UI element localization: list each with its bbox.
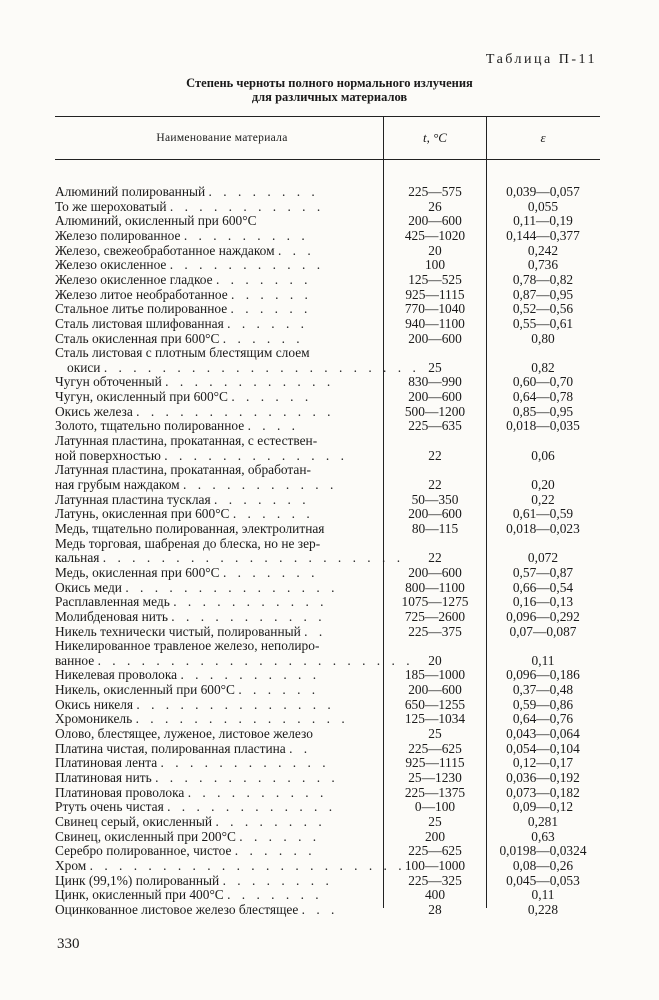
temperature-value: 25—1230 xyxy=(408,770,462,785)
emissivity-value: 0,072 xyxy=(527,550,559,566)
emissivity-value: 0,096—0,292 xyxy=(506,608,580,624)
table-row xyxy=(0,272,659,287)
material-name xyxy=(55,345,377,360)
material-name-text: Цинк (99,1%) полированный xyxy=(55,872,220,888)
material-name xyxy=(55,418,377,433)
table-row xyxy=(0,462,659,477)
leader-dots: . . . . . . . xyxy=(214,491,310,507)
emissivity-value: 0,11 xyxy=(531,652,555,668)
material-name-text: Платиновая лента xyxy=(55,755,158,771)
table-row xyxy=(0,667,659,682)
material-name xyxy=(55,257,377,272)
material-name xyxy=(55,829,377,844)
material-name-text: Золото, тщательно полированное xyxy=(55,418,245,434)
caption-line-2: для различных материалов xyxy=(251,90,408,104)
table-row xyxy=(0,873,659,888)
material-name xyxy=(55,857,406,873)
material-name-text: Хромоникель xyxy=(55,711,133,727)
emissivity-value: 0,144—0,377 xyxy=(506,227,580,243)
temperature-value: 20 xyxy=(428,242,442,258)
material-name xyxy=(55,873,377,888)
material-name xyxy=(55,814,377,829)
material-name xyxy=(55,565,377,580)
material-name-text: Окись никеля xyxy=(55,696,134,712)
material-name-text: Алюминий полированный xyxy=(55,184,206,199)
leader-dots: . . . . . . xyxy=(239,828,321,844)
table-row xyxy=(0,360,659,375)
leader-dots: . . . . . . . . xyxy=(222,872,333,888)
material-name xyxy=(55,287,377,302)
table-row xyxy=(0,741,659,756)
material-name-text: Сталь листовая с плотным блестящим слоем xyxy=(55,345,310,361)
emissivity-value: 0,78—0,82 xyxy=(512,271,574,287)
material-name xyxy=(55,199,377,214)
temperature-value: 770—1040 xyxy=(404,301,466,317)
emissivity-value: 0,096—0,186 xyxy=(506,667,580,683)
emissivity-value: 0,043—0,064 xyxy=(506,726,580,742)
material-name-text: Чугун обточенный xyxy=(55,374,162,390)
table-row xyxy=(0,257,659,272)
table-row xyxy=(0,389,659,404)
column-header-name: Наименование материала xyxy=(156,132,288,144)
material-name xyxy=(55,301,377,316)
column-header-temperature: t, °С xyxy=(423,130,447,145)
temperature-value: 50—350 xyxy=(411,491,459,507)
material-name xyxy=(55,652,414,668)
material-name xyxy=(55,272,377,287)
material-name-text: Оцинкованное листовое железо блестящее xyxy=(55,901,299,917)
table-row xyxy=(0,711,659,726)
material-name xyxy=(55,843,377,858)
emissivity-value: 0,0198—0,0324 xyxy=(499,843,587,859)
table-row xyxy=(0,448,659,463)
temperature-value: 830—990 xyxy=(408,374,462,390)
table-row xyxy=(0,785,659,800)
material-name-text: Расплавленная медь xyxy=(55,594,170,610)
material-name-text: Никелевая проволока xyxy=(55,667,178,683)
leader-dots: . . . . . . . . . . . . . . . . . . . . . . xyxy=(89,857,406,873)
material-name xyxy=(55,711,377,726)
emissivity-value: 0,57—0,87 xyxy=(512,564,574,580)
temperature-value: 225—1375 xyxy=(404,784,466,800)
material-name xyxy=(55,331,377,346)
material-name-text: Медь, окисленная при 600°С xyxy=(55,564,220,580)
emissivity-value: 0,22 xyxy=(531,491,555,507)
material-name xyxy=(55,184,377,199)
emissivity-value: 0,08—0,26 xyxy=(512,857,574,873)
leader-dots: . . . xyxy=(301,901,339,917)
material-name xyxy=(55,462,377,477)
temperature-value: 25 xyxy=(428,359,442,375)
material-name-text: То же шероховатый xyxy=(55,198,167,214)
temperature-value: 225—575 xyxy=(408,184,462,199)
temperature-value: 225—625 xyxy=(408,843,462,859)
emissivity-value: 0,036—0,192 xyxy=(506,770,580,785)
temperature-value: 0—100 xyxy=(414,799,456,815)
emissivity-value: 0,55—0,61 xyxy=(512,315,574,331)
material-name xyxy=(55,492,377,507)
material-name-text: Серебро полированное, чистое xyxy=(55,843,232,859)
material-name-text: Железо окисленное xyxy=(55,257,167,273)
table-row xyxy=(0,594,659,609)
header-top-rule xyxy=(55,116,600,117)
table-row xyxy=(0,638,659,653)
temperature-value: 400 xyxy=(424,887,446,903)
material-name xyxy=(55,448,377,463)
temperature-value: 225—625 xyxy=(408,740,462,756)
temperature-value: 28 xyxy=(428,901,442,917)
material-name-text: Сталь окисленная при 600°С xyxy=(55,330,220,346)
material-name-text: Никель, окисленный при 600°С xyxy=(55,682,235,698)
temperature-value: 800—1100 xyxy=(405,579,465,595)
table-row xyxy=(0,433,659,448)
material-name xyxy=(55,624,377,639)
material-name-text: Латунь, окисленная при 600°С xyxy=(55,506,230,522)
emissivity-value: 0,045—0,053 xyxy=(506,872,580,888)
temperature-value: 200 xyxy=(424,828,446,844)
material-name-text: Стальное литье полированное xyxy=(55,301,228,317)
table-row xyxy=(0,755,659,770)
leader-dots: . . . . . . . . xyxy=(208,184,319,199)
leader-dots: . . . . xyxy=(247,418,299,434)
material-name-text: Молибденовая нить xyxy=(55,608,168,624)
material-name xyxy=(55,770,377,785)
table-row xyxy=(0,184,659,199)
temperature-value: 22 xyxy=(428,447,442,463)
table-row xyxy=(0,301,659,316)
caption-line-1: Степень черноты полного нормального излучения xyxy=(186,76,473,90)
table-row xyxy=(0,316,659,331)
material-name xyxy=(55,667,377,682)
leader-dots: . . . . . . xyxy=(222,330,304,346)
emissivity-value: 0,736 xyxy=(527,257,559,273)
table-row xyxy=(0,843,659,858)
temperature-value: 1075—1275 xyxy=(401,594,469,610)
leader-dots: . . . . . . . . . . . xyxy=(173,594,328,610)
temperature-value: 425—1020 xyxy=(404,227,466,243)
temperature-value: 225—325 xyxy=(408,872,462,888)
temperature-value: 20 xyxy=(428,652,442,668)
temperature-value: 200—600 xyxy=(408,330,462,346)
temperature-value: 80—115 xyxy=(411,520,459,536)
emissivity-value: 0,055 xyxy=(527,198,559,214)
table-row xyxy=(0,521,659,536)
leader-dots: . . . . . . . xyxy=(215,271,312,287)
leader-dots: . . . . . . . xyxy=(222,564,319,580)
table-row xyxy=(0,213,659,228)
material-name xyxy=(55,697,377,712)
table-row xyxy=(0,345,659,360)
leader-dots: . . . . . . . . . . xyxy=(180,667,321,683)
leader-dots: . . . . . . . . . . . . . . xyxy=(136,696,335,712)
table-row xyxy=(0,374,659,389)
table-row xyxy=(0,887,659,902)
temperature-value: 725—2600 xyxy=(404,608,466,624)
leader-dots: . . . . . . . . . . . . . . . xyxy=(135,711,349,727)
header-bottom-rule xyxy=(55,159,600,160)
emissivity-value: 0,242 xyxy=(527,242,559,258)
table-row xyxy=(0,770,659,785)
temperature-value: 22 xyxy=(428,550,442,566)
leader-dots: . . . . . . . . . . . xyxy=(169,257,325,273)
material-name xyxy=(55,755,377,770)
table-number: Таблица П-11 xyxy=(485,52,597,67)
leader-dots: . . . . . . . . . . . . . xyxy=(164,447,348,463)
table-row xyxy=(0,506,659,521)
table-row xyxy=(0,653,659,668)
leader-dots: . . . . . . xyxy=(238,682,320,698)
material-name xyxy=(55,243,377,258)
temperature-value: 22 xyxy=(428,477,442,492)
table-row xyxy=(0,726,659,741)
leader-dots: . . . . . . . xyxy=(227,887,323,903)
leader-dots: . . xyxy=(304,623,327,639)
material-name-text: Железо, свежеобработанное наждаком xyxy=(55,242,275,258)
emissivity-value: 0,228 xyxy=(527,901,559,917)
temperature-value: 650—1255 xyxy=(404,696,466,712)
material-name xyxy=(55,609,377,624)
leader-dots: . . . . . . . . . . xyxy=(187,784,328,800)
material-name-text: ной поверхностью xyxy=(55,447,161,463)
temperature-value: 100—1000 xyxy=(404,857,466,873)
material-name-text: Латунная пластина, прокатанная, обработан- xyxy=(55,462,311,478)
emissivity-value: 0,20 xyxy=(531,477,555,492)
temperature-value: 25 xyxy=(428,813,442,829)
leader-dots: . . . . . . . . . . . . xyxy=(165,374,335,390)
material-name-text: кальная xyxy=(55,550,100,566)
leader-dots: . . . . . . xyxy=(234,843,316,859)
material-name-text: Медь, тщательно полированная, электролитная xyxy=(55,520,325,536)
table-row xyxy=(0,624,659,639)
leader-dots: . . . . . . . . . . . . . xyxy=(155,770,339,785)
column-header-emissivity: ε xyxy=(540,130,546,145)
leader-dots: . . . . . . xyxy=(231,389,313,405)
material-name-text: Никель технически чистый, полированный xyxy=(55,623,301,639)
table-row xyxy=(0,536,659,551)
emissivity-value: 0,52—0,56 xyxy=(512,301,574,317)
leader-dots: . . . . . . . . . . . . xyxy=(167,799,337,815)
material-name-text: Железо литое необработанное xyxy=(55,286,228,302)
emissivity-value: 0,12—0,17 xyxy=(512,755,574,771)
material-name-text: Цинк, окисленный при 400°С xyxy=(55,887,224,903)
temperature-value: 225—375 xyxy=(408,623,462,639)
emissivity-value: 0,85—0,95 xyxy=(512,403,574,419)
leader-dots: . . . . . . . . . . . . . . . . . . . . . . xyxy=(103,359,420,375)
emissivity-value: 0,039—0,057 xyxy=(506,184,580,199)
material-name-text: Платиновая проволока xyxy=(55,784,185,800)
emissivity-value: 0,281 xyxy=(527,813,559,829)
temperature-value: 925—1115 xyxy=(405,755,465,771)
material-name xyxy=(55,404,377,419)
table-row xyxy=(0,697,659,712)
emissivity-value: 0,16—0,13 xyxy=(512,594,574,610)
material-name xyxy=(55,316,377,331)
leader-dots: . . . xyxy=(277,242,315,258)
material-name-text: Железо окисленное гладкое xyxy=(55,271,213,287)
emissivity-value: 0,018—0,023 xyxy=(506,520,580,536)
material-name-text: Ртуть очень чистая xyxy=(55,799,164,815)
table-row xyxy=(0,492,659,507)
leader-dots: . . . . . . . . . . . . . . . xyxy=(125,579,339,595)
material-name-text: Чугун, окисленный при 600°С xyxy=(55,389,228,405)
leader-dots: . . . . . . xyxy=(230,301,312,317)
emissivity-value: 0,59—0,86 xyxy=(512,696,574,712)
leader-dots: . . . . . . . . . . . . . . xyxy=(136,403,335,419)
table-row xyxy=(0,287,659,302)
material-name-text: Алюминий, окисленный при 600°С xyxy=(55,213,257,229)
table-row xyxy=(0,799,659,814)
table-row xyxy=(0,331,659,346)
material-name xyxy=(55,594,377,609)
emissivity-value: 0,82 xyxy=(531,359,555,375)
emissivity-value: 0,60—0,70 xyxy=(512,374,574,390)
material-name-text: Железо полированное xyxy=(55,227,181,243)
leader-dots: . . . . . . . . . . . . . . . . . . . . . . xyxy=(97,652,414,668)
leader-dots: . . . . . . xyxy=(227,315,308,331)
page-number: 330 xyxy=(57,936,80,952)
table-row xyxy=(0,858,659,873)
table-row xyxy=(0,565,659,580)
table-row xyxy=(0,404,659,419)
emissivity-value: 0,66—0,54 xyxy=(512,579,574,595)
emissivity-value: 0,64—0,76 xyxy=(512,711,574,727)
temperature-value: 26 xyxy=(428,198,442,214)
material-name-text: Свинец, окисленный при 200°С xyxy=(55,828,236,844)
emissivity-value: 0,11 xyxy=(531,887,555,903)
material-name xyxy=(55,726,377,741)
material-name-text: Сталь листовая шлифованная xyxy=(55,315,224,331)
table-row xyxy=(0,609,659,624)
emissivity-value: 0,11—0,19 xyxy=(513,213,573,229)
leader-dots: . . . . . . . . . . . xyxy=(171,608,326,624)
table-row xyxy=(0,814,659,829)
temperature-value: 200—600 xyxy=(408,506,462,522)
temperature-value: 500—1200 xyxy=(404,403,466,419)
table-row xyxy=(0,243,659,258)
material-name xyxy=(55,580,377,595)
temperature-value: 225—635 xyxy=(408,418,462,434)
emissivity-value: 0,80 xyxy=(531,330,555,346)
temperature-value: 200—600 xyxy=(408,389,462,405)
material-name-text: Окись меди xyxy=(55,579,122,595)
leader-dots: . . . . . . xyxy=(231,286,312,302)
temperature-value: 925—1115 xyxy=(405,286,465,302)
material-name-text: Медь торговая, шабреная до блеска, но не зер- xyxy=(55,535,321,551)
table-row xyxy=(0,580,659,595)
temperature-value: 185—1000 xyxy=(404,667,466,683)
temperature-value: 200—600 xyxy=(408,213,462,229)
temperature-value: 940—1100 xyxy=(405,315,465,331)
temperature-value: 100 xyxy=(424,257,446,273)
material-name xyxy=(55,741,377,756)
leader-dots: . . . . . . . . . . . . . . . . . . . . . xyxy=(102,550,405,566)
table-row xyxy=(0,477,659,492)
temperature-value: 200—600 xyxy=(408,682,462,698)
material-name xyxy=(55,389,377,404)
material-name xyxy=(55,477,377,492)
material-name-text: Латунная пластина тусклая xyxy=(55,491,211,507)
leader-dots: . . xyxy=(289,740,312,756)
table-row xyxy=(0,418,659,433)
emissivity-value: 0,63 xyxy=(531,828,555,844)
material-name-text: Хром xyxy=(55,857,87,873)
temperature-value: 125—1034 xyxy=(404,711,466,727)
material-name-text: Олово, блестящее, луженое, листовое железо xyxy=(55,726,313,742)
emissivity-value: 0,61—0,59 xyxy=(512,506,574,522)
table-row xyxy=(0,902,659,917)
material-name xyxy=(55,521,377,536)
material-name xyxy=(55,638,377,653)
temperature-value: 125—525 xyxy=(408,271,462,287)
material-name xyxy=(55,799,377,814)
table-caption xyxy=(0,76,659,104)
emissivity-value: 0,87—0,95 xyxy=(512,286,574,302)
emissivity-value: 0,07—0,087 xyxy=(509,623,577,639)
material-name xyxy=(55,887,377,902)
emissivity-value: 0,073—0,182 xyxy=(506,784,580,800)
emissivity-value: 0,018—0,035 xyxy=(506,418,580,434)
material-name-text: Окись железа xyxy=(55,403,133,419)
material-name-text: ванное xyxy=(55,652,95,668)
material-name-text: ная грубым наждаком xyxy=(55,477,180,492)
emissivity-value: 0,06 xyxy=(531,447,555,463)
material-name-text: Свинец серый, окисленный xyxy=(55,813,213,829)
leader-dots: . . . . . . . . xyxy=(215,813,326,829)
temperature-value: 200—600 xyxy=(408,564,462,580)
material-name xyxy=(55,785,377,800)
table-row xyxy=(0,228,659,243)
material-name-text: Платиновая нить xyxy=(55,770,152,785)
leader-dots: . . . . . . . . . . . . xyxy=(160,755,330,771)
material-name xyxy=(67,359,420,375)
table-row xyxy=(0,199,659,214)
material-name xyxy=(55,902,377,917)
material-name-text: окиси xyxy=(67,359,101,375)
leader-dots: . . . . . . . . . . . xyxy=(169,198,325,214)
material-name xyxy=(55,682,377,697)
emissivity-value: 0,09—0,12 xyxy=(512,799,574,815)
leader-dots: . . . . . . xyxy=(232,506,314,522)
table-row xyxy=(0,550,659,565)
material-name xyxy=(55,536,377,551)
material-name xyxy=(55,433,377,448)
leader-dots: . . . . . . . . . . . xyxy=(183,477,338,492)
material-name-text: Никелированное травленое железо, неполиро- xyxy=(55,638,320,654)
emissivity-value: 0,64—0,78 xyxy=(512,389,574,405)
material-name xyxy=(55,374,377,389)
temperature-value: 25 xyxy=(428,726,442,742)
table-row xyxy=(0,829,659,844)
leader-dots: . . . . . . . . . xyxy=(183,227,309,243)
material-name xyxy=(55,228,377,243)
emissivity-value: 0,37—0,48 xyxy=(512,682,574,698)
material-name xyxy=(55,213,377,228)
emissivity-value: 0,054—0,104 xyxy=(506,740,580,756)
table-row xyxy=(0,682,659,697)
material-name xyxy=(55,506,377,521)
material-name-text: Латунная пластина, прокатанная, с естествен- xyxy=(55,433,318,449)
material-name xyxy=(55,550,405,566)
material-name-text: Платина чистая, полированная пластина xyxy=(55,740,286,756)
